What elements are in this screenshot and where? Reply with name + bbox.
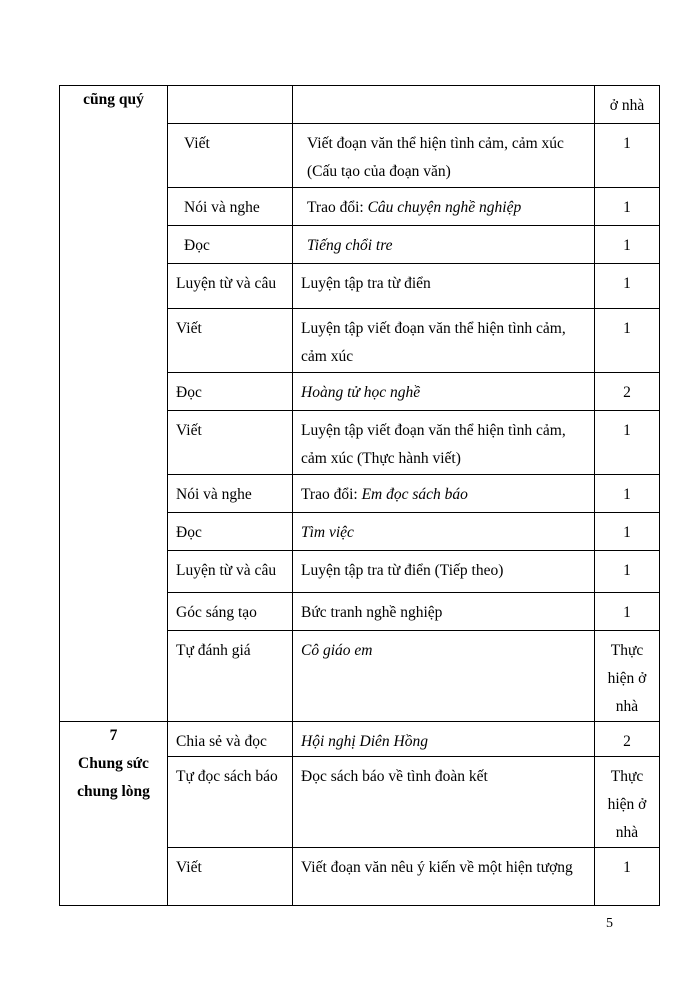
periods-value: 1 xyxy=(623,604,631,621)
lesson-text: Trao đổi: xyxy=(307,199,368,216)
activity-label: Nói và nghe xyxy=(184,199,260,216)
activity-cell xyxy=(168,188,293,226)
activity-label: Viết xyxy=(176,859,202,876)
lesson-title-italic: Hội nghị Diên Hồng xyxy=(301,733,429,750)
periods-cell xyxy=(595,513,660,551)
activity-cell xyxy=(168,86,293,124)
periods-value: 1 xyxy=(623,275,631,292)
periods-value: 2 xyxy=(623,733,631,750)
lesson-cell xyxy=(293,411,595,475)
activity-label: Đọc xyxy=(176,384,202,401)
periods-cell xyxy=(595,757,660,848)
lesson-cell xyxy=(293,264,595,309)
periods-value: 1 xyxy=(623,422,631,439)
periods-value: 1 xyxy=(623,486,631,503)
activity-cell xyxy=(168,373,293,411)
periods-cell xyxy=(595,411,660,475)
activity-cell xyxy=(168,631,293,722)
activity-cell xyxy=(168,309,293,373)
activity-label: Đọc xyxy=(176,524,202,541)
lesson-text: Luyện tập viết đoạn văn thể hiện tình cảm, cảm xúc (Thực hành viết) xyxy=(301,422,566,467)
periods-cell xyxy=(595,475,660,513)
periods-value: ở nhà xyxy=(609,97,645,114)
periods-cell xyxy=(595,631,660,722)
periods-value: 1 xyxy=(623,524,631,541)
unit-title: Chung sức chung lòng xyxy=(77,755,150,800)
periods-cell xyxy=(595,86,660,124)
periods-value: Thực hiện ở nhà xyxy=(607,768,647,841)
lesson-text: Trao đổi: xyxy=(301,486,362,503)
lesson-cell xyxy=(293,309,595,373)
periods-cell xyxy=(595,264,660,309)
lesson-cell xyxy=(293,551,595,593)
periods-cell xyxy=(595,593,660,631)
activity-cell xyxy=(168,226,293,264)
lesson-title-italic: Tiếng chổi tre xyxy=(307,237,393,254)
lesson-text: Đọc sách báo về tình đoàn kết xyxy=(301,768,488,785)
lesson-cell xyxy=(293,513,595,551)
lesson-cell xyxy=(293,631,595,722)
lesson-text: Luyện tập tra từ điển xyxy=(301,275,431,292)
periods-value: 1 xyxy=(623,320,631,337)
activity-cell xyxy=(168,757,293,848)
lesson-title-italic: Cô giáo em xyxy=(301,642,373,659)
lesson-text: Viết đoạn văn thể hiện tình cảm, cảm xúc (Cấu tạo của đoạn văn) xyxy=(307,135,564,180)
periods-value: 1 xyxy=(623,135,631,152)
lesson-cell xyxy=(293,848,595,906)
activity-cell xyxy=(168,551,293,593)
activity-label: Nói và nghe xyxy=(176,486,252,503)
lesson-cell xyxy=(293,757,595,848)
lesson-text: Bức tranh nghề nghiệp xyxy=(301,604,443,621)
lesson-cell xyxy=(293,124,595,188)
activity-label: Chia sẻ và đọc xyxy=(176,733,267,750)
lesson-text: Viết đoạn văn nêu ý kiến về một hiện tượng xyxy=(301,859,573,876)
lesson-title-italic: Hoàng tử học nghề xyxy=(301,384,421,401)
activity-cell xyxy=(168,722,293,757)
activity-label: Góc sáng tạo xyxy=(176,604,257,621)
periods-cell xyxy=(595,309,660,373)
unit-cell-previous xyxy=(60,86,168,722)
periods-cell xyxy=(595,551,660,593)
lesson-title-italic: Tìm việc xyxy=(301,524,354,541)
unit-cell-7 xyxy=(60,722,168,906)
activity-cell xyxy=(168,475,293,513)
activity-cell xyxy=(168,411,293,475)
lesson-text: Luyện tập viết đoạn văn thể hiện tình cảm, cảm xúc xyxy=(301,320,566,365)
lesson-cell xyxy=(293,593,595,631)
lesson-cell xyxy=(293,722,595,757)
lesson-cell xyxy=(293,188,595,226)
lesson-text: Luyện tập tra từ điển (Tiếp theo) xyxy=(301,562,504,579)
periods-cell xyxy=(595,226,660,264)
activity-cell xyxy=(168,848,293,906)
periods-value: 2 xyxy=(623,384,631,401)
periods-cell xyxy=(595,848,660,906)
periods-value: 1 xyxy=(623,562,631,579)
periods-value: 1 xyxy=(623,237,631,254)
table-row xyxy=(60,86,660,124)
lesson-schedule-table xyxy=(59,85,660,906)
activity-label: Luyện từ và câu xyxy=(176,562,277,579)
activity-label: Viết xyxy=(176,320,202,337)
activity-cell xyxy=(168,264,293,309)
periods-value: 1 xyxy=(623,859,631,876)
lesson-title-italic: Câu chuyện nghề nghiệp xyxy=(367,199,522,216)
activity-label: Luyện từ và câu xyxy=(176,275,277,292)
lesson-cell xyxy=(293,373,595,411)
activity-cell xyxy=(168,593,293,631)
page-number: 5 xyxy=(606,916,613,931)
table-row xyxy=(60,722,660,757)
periods-cell xyxy=(595,188,660,226)
unit-number: 7 xyxy=(109,727,118,744)
activity-label: Đọc xyxy=(184,237,210,254)
periods-value: 1 xyxy=(623,199,631,216)
lesson-cell xyxy=(293,475,595,513)
periods-cell xyxy=(595,124,660,188)
periods-cell xyxy=(595,373,660,411)
unit-title: cũng quý xyxy=(83,91,144,108)
activity-cell xyxy=(168,513,293,551)
activity-label: Viết xyxy=(184,135,210,152)
activity-cell xyxy=(168,124,293,188)
activity-label: Viết xyxy=(176,422,202,439)
activity-label: Tự đánh giá xyxy=(176,642,251,659)
periods-value: Thực hiện ở nhà xyxy=(607,642,647,715)
lesson-cell xyxy=(293,226,595,264)
lesson-title-italic: Em đọc sách báo xyxy=(361,486,468,503)
periods-cell xyxy=(595,722,660,757)
lesson-cell xyxy=(293,86,595,124)
activity-label: Tự đọc sách báo xyxy=(176,768,278,785)
